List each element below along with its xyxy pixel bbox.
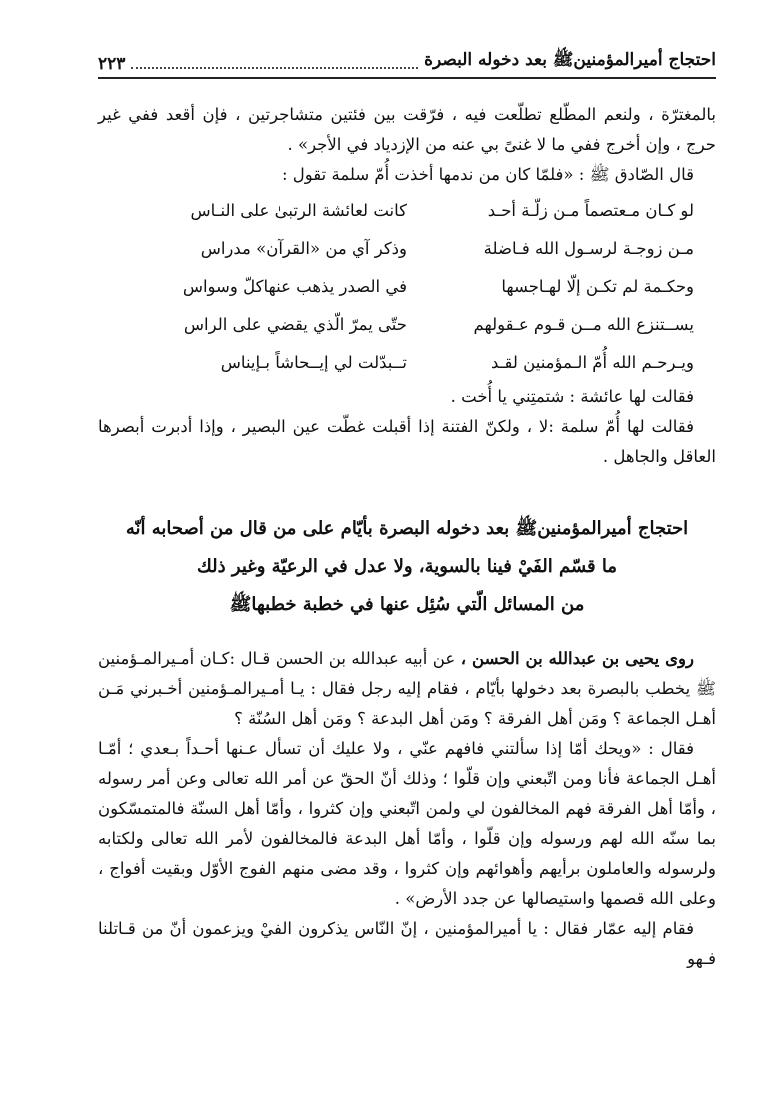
poem bbox=[98, 192, 716, 382]
poem-verse bbox=[98, 268, 716, 306]
section-title-line-2: ما قسّم الفَيْ فينا بالسوية، ولا عدل في الرعيّة وغير ذلك bbox=[197, 556, 617, 577]
narration-paragraph-3: فقام إليه عمّار فقال : يا أميرالمؤمنين ، إنّ النّاس يذكرون الفيْ ويزعمون أنّ من قـاتلنا فـهو bbox=[98, 919, 716, 968]
running-header bbox=[98, 44, 716, 79]
running-title: احتجاج أميرالمؤمنينﷺ بعد دخوله البصرة bbox=[424, 50, 716, 70]
page-body bbox=[98, 100, 716, 974]
poem-verse bbox=[98, 192, 716, 230]
leader-dots bbox=[131, 67, 418, 69]
umm-salama-reply: فقالت لها أُمّ سلمة :لا ، ولكنّ الفتنة إذا أقبلت غطّت عين البصير ، وإذا أدبرت أبصرها العاقل والجاهل . bbox=[98, 417, 716, 466]
poem-hemistich-second: حتّى يمرّ الّذي يقضي على الراس bbox=[183, 315, 407, 334]
narrator-name: روى يحيى بن عبدالله بن الحسن ، bbox=[460, 649, 694, 668]
section-title-line-3: من المسائل الّتي سُئِل عنها في خطبة خطبهاﷺ bbox=[229, 594, 585, 615]
poem-hemistich-second: وذكر آي من «القرآن» مدراس bbox=[200, 239, 407, 258]
section-title-line-1: احتجاج أميرالمؤمنينﷺ بعد دخوله البصرة بأيّام على من قال من أصحابه أنّه bbox=[125, 518, 689, 539]
poem-hemistich-second: في الصدر يذهب عنهاكلّ وسواس bbox=[182, 277, 407, 296]
poem-hemistich-first: يســتنزع الله مــن قـوم عـقولهم bbox=[473, 315, 694, 334]
intro-paragraph: بالمغترّة ، ولنعم المطّلع تطلّعت فيه ، فرّقت بين فئتين متشاجرتين ، فإن أقعد ففي غير حرج ، وإن أخرج ففي ما لا غنىً بي عنه من الإزدياد في الأجر» . bbox=[98, 105, 716, 154]
poem-hemistich-first: مـن زوجـة لرسـول الله فـاضلة bbox=[483, 239, 694, 258]
aisha-reply: فقالت لها عائشة : شتمتِني يا أُخت . bbox=[450, 387, 694, 406]
narration-paragraph-1 bbox=[98, 644, 716, 734]
page-number: ٢٢٣ bbox=[98, 54, 126, 74]
poem-hemistich-first: لو كـان مـعتصماً مـن زلّـة أحـد bbox=[487, 201, 694, 220]
narration-text-1: عن أبيه عبدالله بن الحسن قـال :كـان أمـيرالمـؤمنين ﷺ يخطب بالبصرة بعد دخولها بأيّام ، فقام إليه رجل فقال : يـا أمـيرالمـؤمنين أخـبرني مَـن أهـل الجماعة ؟ ومَن أهل الفرقة ؟ ومَن أهل البدعة ؟ ومَن أهل السُنّة ؟ bbox=[98, 649, 716, 728]
section-title bbox=[98, 510, 716, 624]
poem-hemistich-first: وحكـمة لم تكـن إلّا لهـاجسها bbox=[501, 277, 694, 296]
poem-hemistich-second: تــبدّلت لي إيــحاشاً بـإيناس bbox=[220, 353, 407, 372]
poem-hemistich-first: ويـرحـم الله أُمّ الـمؤمنين لقـد bbox=[491, 353, 694, 372]
poem-verse bbox=[98, 306, 716, 344]
poem-verse bbox=[98, 230, 716, 268]
poem-verse bbox=[98, 344, 716, 382]
intro-quote-line: قال الصّادق ﷺ : «فلمّا كان من ندمها أخذت أُمّ سلمة تقول : bbox=[281, 165, 694, 184]
narration-paragraph-2: فقال : «ويحك أمّا إذا سألتني فافهم عنّي ، ولا عليك أن تسأل عـنها أحـداً بـعدي ؛ أمّـا أهـل الجماعة فأنا ومن اتّبعني وإن قلّوا ؛ وذلك أنّ الحقّ عن أمر الله تعالى وعن أمر رسوله ، وأمّا أهل الفرقة فهم المخالفون لي ولمن اتّبعني وإن كثروا ، وأمّا أهل السنّة فالمتمسّكون بما سنّه الله لهم ورسوله وإن قلّوا ، وأمّا أهل البدعة فالمخالفون لأمر الله تعالى ولكتابه ولرسوله والعاملون برأيهم وأهوائهم وإن كثروا ، وقد مضى منهم الفوج الأوّل وبقيت أفواج ، وعلى الله قصمها واستيصالها عن جدد الأرض» . bbox=[98, 739, 716, 908]
poem-hemistich-second: كانت لعائشة الرتبىٰ على النـاس bbox=[190, 201, 407, 220]
